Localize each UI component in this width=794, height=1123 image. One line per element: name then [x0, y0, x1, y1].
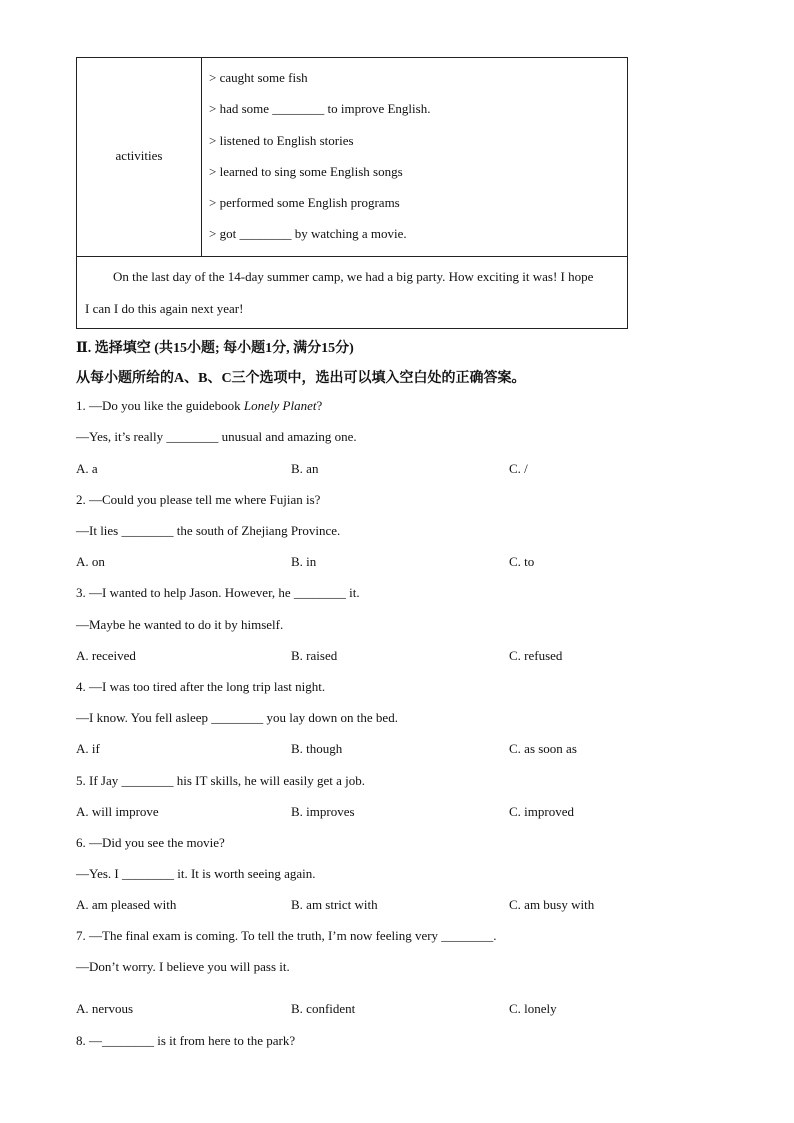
question-8-line-1: 8. —________ is it from here to the park? [76, 1033, 296, 1048]
question-5-option-a: A. will improve [76, 804, 159, 819]
question-3-option-c: C. refused [509, 648, 563, 663]
activity-item: > got ________ by watching a movie. [209, 226, 407, 241]
question-6-option-c: C. am busy with [509, 897, 595, 912]
question-7-line-2: —Don’t worry. I believe you will pass it. [76, 959, 290, 974]
question-6-option-b: B. am strict with [291, 897, 378, 912]
question-2-line-2: —It lies ________ the south of Zhejiang Province. [76, 523, 341, 538]
question-4-line-1: 4. —I was too tired after the long trip last night. [76, 679, 326, 694]
activities-table [76, 57, 628, 329]
question-7-option-c: C. lonely [509, 1001, 557, 1016]
question-3-line-2: —Maybe he wanted to do it by himself. [76, 617, 284, 632]
question-7-line-1: 7. —The final exam is coming. To tell the truth, I’m now feeling very ________. [76, 928, 497, 943]
table-row-activities [77, 58, 627, 257]
activity-item: > performed some English programs [209, 195, 400, 210]
question-4-option-c: C. as soon as [509, 741, 577, 756]
question-2-option-a: A. on [76, 554, 105, 569]
question-1-option-a: A. a [76, 461, 98, 476]
question-1-option-c: C. / [509, 461, 528, 476]
question-7-option-a: A. nervous [76, 1001, 134, 1016]
question-3-option-a: A. received [76, 648, 136, 663]
question-1-option-b: B. an [291, 461, 319, 476]
question-3-line-1: 3. —I wanted to help Jason. However, he ________ it. [76, 585, 360, 600]
question-1-line-1 [76, 398, 322, 414]
question-3-option-b: B. raised [291, 648, 338, 663]
question-7-option-b: B. confident [291, 1001, 356, 1016]
summary-line-1: On the last day of the 14-day summer camp, we had a big party. How exciting it was! I hope [113, 269, 594, 284]
activity-item: > caught some fish [209, 70, 308, 85]
activity-item: > had some ________ to improve English. [209, 101, 431, 116]
question-6-line-2: —Yes. I ________ it. It is worth seeing again. [76, 866, 316, 881]
summary-line-2: I can I do this again next year! [85, 301, 244, 316]
question-4-option-b: B. though [291, 741, 343, 756]
question-2-line-1: 2. —Could you please tell me where Fujian is? [76, 492, 321, 507]
table-label-cell [77, 58, 202, 256]
question-2-option-b: B. in [291, 554, 317, 569]
activity-item: > learned to sing some English songs [209, 164, 403, 179]
question-6-option-a: A. am pleased with [76, 897, 177, 912]
question-text: ? [316, 398, 323, 413]
section-instruction: 从每小题所给的A、B、C三个选项中，选出可以填入空白处的正确答案。 [76, 371, 526, 386]
question-5-line-1: 5. If Jay ________ his IT skills, he will easily get a job. [76, 773, 365, 788]
question-2-option-c: C. to [509, 554, 535, 569]
question-text: 1. —Do you like the guidebook [76, 398, 244, 413]
question-6-line-1: 6. —Did you see the movie? [76, 835, 225, 850]
question-5-option-c: C. improved [509, 804, 574, 819]
book-title: Lonely Planet [243, 398, 317, 413]
question-5-option-b: B. improves [291, 804, 355, 819]
section-title: Ⅱ. 选择填空 (共15小题; 每小题1分, 满分15分) [76, 341, 354, 356]
activity-item: > listened to English stories [209, 133, 354, 148]
question-4-line-2: —I know. You fell asleep ________ you lay down on the bed. [76, 710, 398, 725]
question-1-line-2: —Yes, it’s really ________ unusual and amazing one. [76, 429, 357, 444]
table-row-summary [77, 257, 627, 328]
question-4-option-a: A. if [76, 741, 100, 756]
table-label: activities [115, 148, 163, 163]
